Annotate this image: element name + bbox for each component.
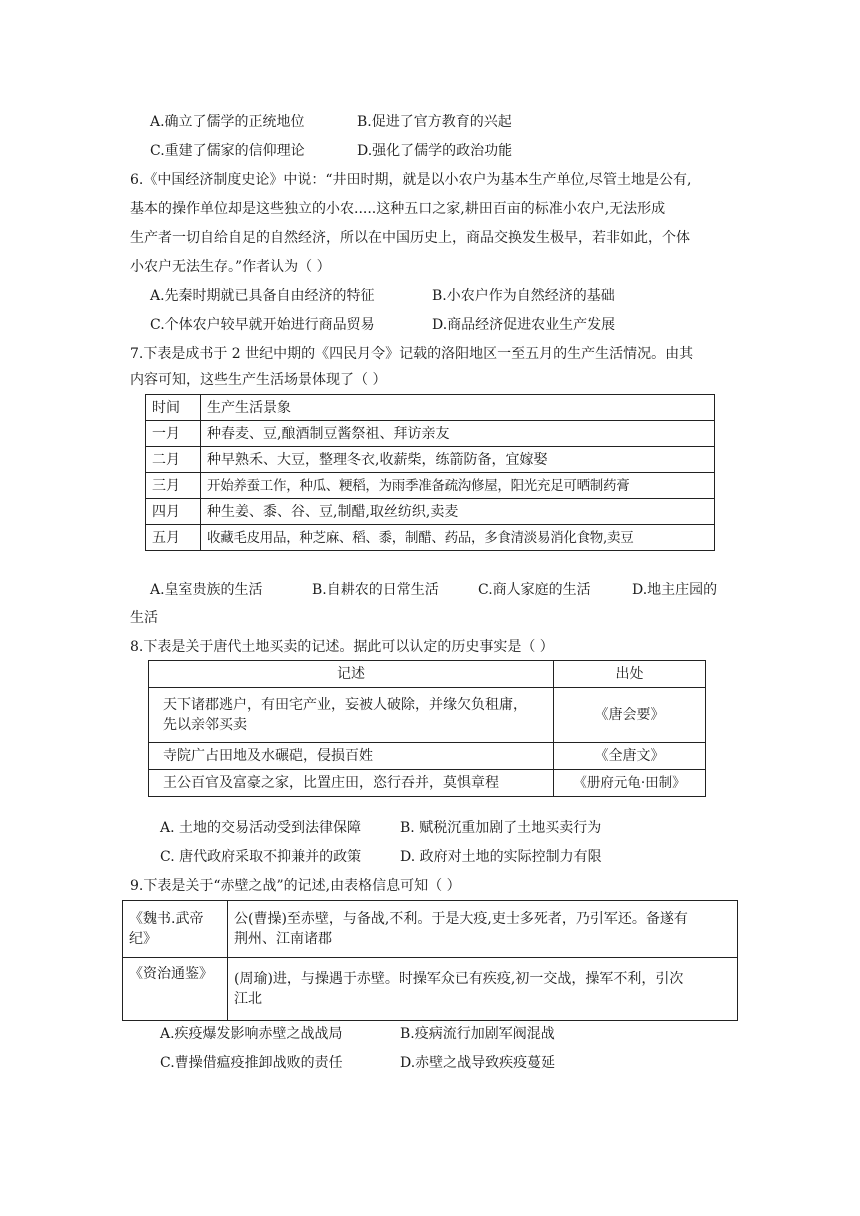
table-row <box>146 421 715 447</box>
table-row <box>149 688 706 743</box>
q8-stem: 8.下表是关于唐代土地买卖的记述。据此可以认定的历史事实是（ ） <box>130 639 554 655</box>
q9-text-line: 江北 <box>234 991 262 1007</box>
q6-option-d: D.商品经济促进农业生产发展 <box>432 317 616 333</box>
q9-source-line: 纪》 <box>129 931 157 947</box>
q9-option-d: D.赤壁之战导致疾疫蔓延 <box>400 1055 556 1071</box>
q8-table <box>148 660 706 797</box>
q8-header-record: 记述 <box>149 661 554 688</box>
q6-option-a: A.先秦时期就已具备自由经济的特征 <box>150 288 375 304</box>
q8-cell-record: 寺院广占田地及水碾硙，侵损百姓 <box>149 743 554 770</box>
q8-record-line: 先以亲邻买卖 <box>163 717 247 733</box>
q7-cell-scene: 开始养蚕工作，种瓜、粳稻，为雨季准备疏沟修屋，阳光充足可晒制药膏 <box>201 473 715 499</box>
q7-stem-line-1: 7.下表是成书于 2 世纪中期的《四民月令》记载的洛阳地区一至五月的生产生活情况。由其 <box>130 346 694 362</box>
q7-cell-scene: 种早熟禾、大豆，整理冬衣,收薪柴，练箭防备，宜嫁娶 <box>201 447 715 473</box>
q7-option-d: D.地主庄园的 <box>632 582 718 598</box>
q7-stem-line-2: 内容可知，这些生产生活场景体现了（ ） <box>130 372 387 388</box>
q7-cell-month: 五月 <box>146 525 201 551</box>
q9-cell-text <box>228 901 738 958</box>
q8-cell-source: 《全唐文》 <box>554 743 706 770</box>
table-row <box>146 499 715 525</box>
table-row <box>123 958 738 1021</box>
q7-table <box>145 394 715 551</box>
q8-table-header <box>149 661 706 688</box>
q5-option-a: A.确立了儒学的正统地位 <box>150 114 305 130</box>
q5-option-c: C.重建了儒家的信仰理论 <box>150 143 305 159</box>
q7-option-a: A.皇室贵族的生活 <box>150 582 263 598</box>
q7-table-header <box>146 395 715 421</box>
table-row <box>146 525 715 551</box>
q8-option-d: D. 政府对土地的实际控制力有限 <box>400 849 602 865</box>
q9-text-line: 荆州、江南诸郡 <box>234 931 332 947</box>
q6-stem-line-1: 6.《中国经济制度史论》中说：“井田时期，就是以小农户为基本生产单位,尽管土地是公有, <box>130 172 692 188</box>
q5-option-d: D.强化了儒学的政治功能 <box>357 143 513 159</box>
q8-header-source: 出处 <box>554 661 706 688</box>
table-row <box>149 770 706 797</box>
table-row <box>146 447 715 473</box>
table-row <box>123 901 738 958</box>
q8-option-b: B. 赋税沉重加剧了土地买卖行为 <box>400 820 602 836</box>
q8-record-line: 天下诸郡逃户，有田宅产业，妄被人破除，并缘欠负租庸， <box>163 697 527 713</box>
q7-cell-scene: 种生姜、黍、谷、豆,制醋,取丝纺织,卖麦 <box>201 499 715 525</box>
q7-cell-scene: 收藏毛皮用品，种芝麻、稻、黍，制醋、药品，多食清淡易消化食物,卖豆 <box>201 525 715 551</box>
q8-option-a: A. 土地的交易活动受到法律保障 <box>160 820 362 836</box>
q6-stem-line-3: 生产者一切自给自足的自然经济，所以在中国历史上，商品交换发生极早，若非如此，个体 <box>130 230 690 246</box>
table-row <box>146 473 715 499</box>
q6-option-b: B.小农户作为自然经济的基础 <box>432 288 615 304</box>
q7-cell-month: 一月 <box>146 421 201 447</box>
q8-cell-source: 《唐会要》 <box>554 688 706 743</box>
q8-cell-source: 《册府元龟·田制》 <box>554 770 706 797</box>
q7-cell-month: 三月 <box>146 473 201 499</box>
q9-cell-text <box>228 958 738 1021</box>
q9-cell-source <box>123 958 228 1021</box>
q7-header-scene: 生产生活景象 <box>201 395 715 421</box>
q8-option-c: C. 唐代政府采取不抑兼并的政策 <box>160 849 362 865</box>
q9-source-line: 《魏书.武帝 <box>129 911 204 927</box>
q9-cell-source <box>123 901 228 958</box>
q7-option-c: C.商人家庭的生活 <box>478 582 591 598</box>
q7-cell-month: 四月 <box>146 499 201 525</box>
q7-cell-month: 二月 <box>146 447 201 473</box>
q9-table <box>122 900 738 1021</box>
q7-cell-scene: 种春麦、豆,酿酒制豆酱祭祖、拜访亲友 <box>201 421 715 447</box>
q9-option-b: B.疫病流行加剧军阀混战 <box>400 1026 555 1042</box>
q9-source-line: 《资治通鉴》 <box>129 966 213 982</box>
q7-option-d-tail: 生活 <box>130 610 158 626</box>
q5-option-b: B.促进了官方教育的兴起 <box>357 114 512 130</box>
q6-option-c: C.个体农户较早就开始进行商品贸易 <box>150 317 375 333</box>
q6-stem-line-2: 基本的操作单位却是这些独立的小农.....这种五口之家,耕田百亩的标准小农户,无法形成 <box>130 201 666 217</box>
q8-cell-record <box>149 688 554 743</box>
table-row <box>149 743 706 770</box>
q8-cell-record: 王公百官及富豪之家，比置庄田，恣行吞并，莫惧章程 <box>149 770 554 797</box>
q9-text-line: 公(曹操)至赤壁，与备战,不利。于是大疫,吏士多死者，乃引军还。备遂有 <box>234 911 688 927</box>
q7-header-time: 时间 <box>146 395 201 421</box>
q6-stem-line-4: 小农户无法生存。”作者认为（ ） <box>130 259 331 275</box>
q7-option-b: B.自耕农的日常生活 <box>312 582 439 598</box>
q9-option-c: C.曹操借瘟疫推卸战败的责任 <box>160 1055 343 1071</box>
q9-text-line: (周瑜)进，与操遇于赤壁。时操军众已有疾疫,初一交战，操军不利，引次 <box>234 971 684 987</box>
q9-stem: 9.下表是关于“赤壁之战”的记述,由表格信息可知（ ） <box>130 878 461 894</box>
q9-option-a: A.疾疫爆发影响赤壁之战战局 <box>160 1026 343 1042</box>
